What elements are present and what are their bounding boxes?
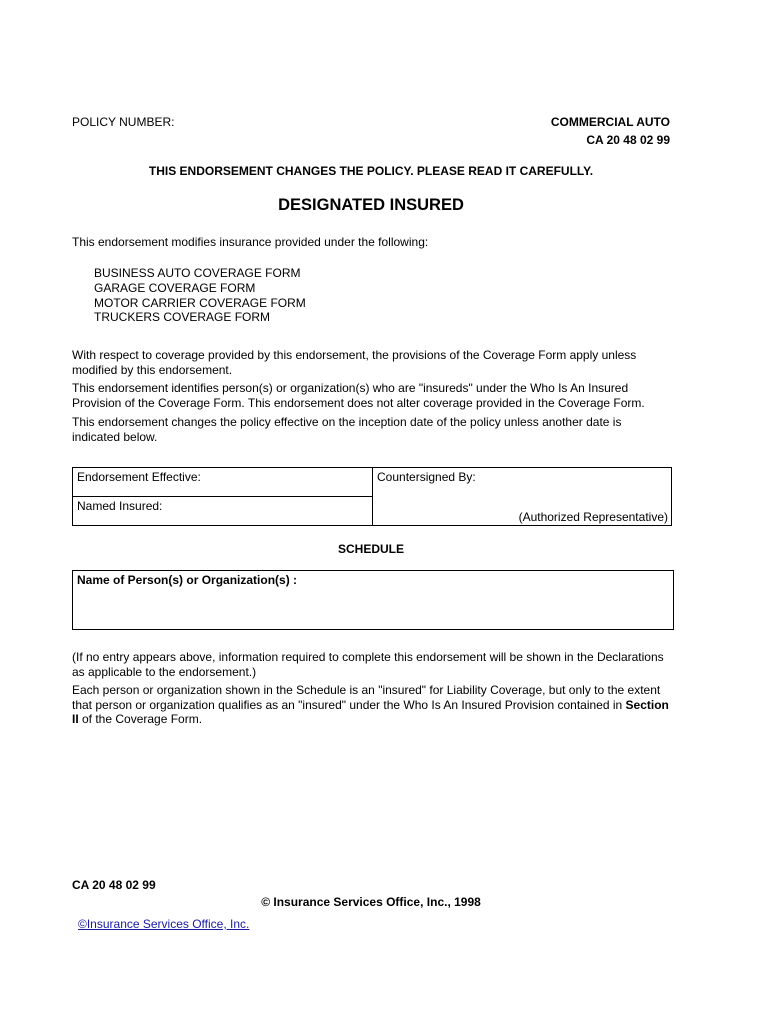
endorsement-notice: THIS ENDORSEMENT CHANGES THE POLICY. PLEASE READ IT CAREFULLY.: [148, 164, 594, 178]
schedule-name-label: Name of Person(s) or Organization(s) :: [77, 573, 298, 587]
schedule-name-field[interactable]: [72, 570, 674, 630]
list-item: TRUCKERS COVERAGE FORM: [94, 310, 271, 325]
named-insured-field[interactable]: [73, 497, 373, 525]
endorsement-info-table: [72, 467, 672, 526]
authorized-representative-label: (Authorized Representative): [518, 510, 668, 524]
section-reference: Section II: [72, 697, 669, 727]
page-title: DESIGNATED INSURED: [278, 196, 464, 214]
line-of-business: COMMERCIAL AUTO: [550, 115, 670, 129]
intro-text: This endorsement modifies insurance provided under the following:: [72, 235, 429, 249]
effective-date-paragraph: This endorsement changes the policy effective on the inception date of the policy unless another date is indicated below.: [72, 415, 622, 444]
coverage-forms-list: [94, 266, 306, 325]
liability-coverage-paragraph: [72, 683, 672, 727]
endorsement-effective-label: Endorsement Effective:: [77, 470, 201, 484]
copyright-notice: © Insurance Services Office, Inc., 1998: [261, 895, 481, 909]
provisions-paragraph: With respect to coverage provided by this endorsement, the provisions of the Coverage Form apply unless modified by this endorsement.: [72, 348, 637, 377]
liability-text-start: Each person or organization shown in the Schedule is an "insured" for Liability Coverage, but only to the extent that person or organization qualifies as an "insured" under the Who Is An Insured Provision contained in: [72, 683, 661, 712]
liability-text-end: of the Coverage Form.: [78, 712, 203, 727]
named-insured-label: Named Insured:: [77, 499, 163, 513]
schedule-heading: SCHEDULE: [337, 542, 404, 556]
insureds-paragraph: This endorsement identifies person(s) or organization(s) who are "insureds" under the Who Is An Insured Provision of the Coverage Form. This endorsement does not alter coverage provided in the Coverage Form.: [72, 381, 645, 410]
no-entry-paragraph: (If no entry appears above, information required to complete this endorsement will be shown in the Declarations as applicable to the endorsement.): [72, 650, 664, 679]
countersigned-field[interactable]: [373, 468, 671, 525]
countersigned-label: Countersigned By:: [377, 470, 476, 484]
iso-copyright-link[interactable]: ©Insurance Services Office, Inc.: [78, 917, 250, 931]
form-number-footer: CA 20 48 02 99: [72, 878, 156, 892]
endorsement-effective-field[interactable]: [73, 468, 373, 497]
list-item: BUSINESS AUTO COVERAGE FORM: [94, 266, 301, 280]
list-item: MOTOR CARRIER COVERAGE FORM: [94, 295, 306, 310]
policy-number-label: POLICY NUMBER:: [72, 115, 175, 129]
form-number-header: CA 20 48 02 99: [586, 133, 670, 147]
list-item: GARAGE COVERAGE FORM: [94, 280, 256, 295]
